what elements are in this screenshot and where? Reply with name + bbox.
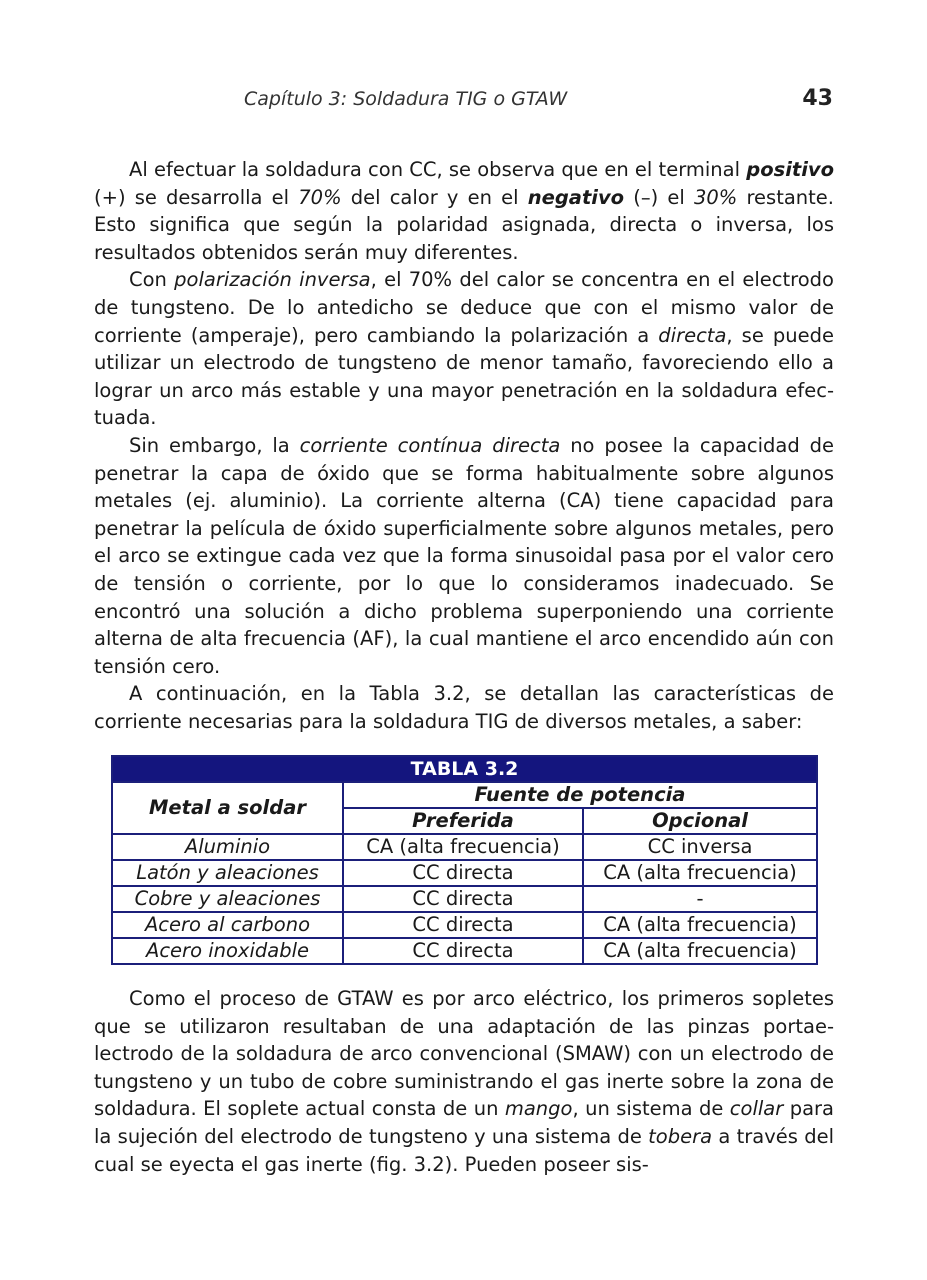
header-preferred: Preferida	[343, 808, 583, 834]
cell-metal: Cobre y aleaciones	[112, 886, 343, 912]
paragraph	[94, 680, 834, 735]
cell-optional: CA (alta frecuencia)	[583, 912, 817, 938]
text-run: para la sujeción del electrodo de tungsteno y una sistema de	[94, 1097, 834, 1148]
header-optional: Opcional	[583, 808, 817, 834]
text-run: , el 70% del calor se concentra en el electrodo de tungsteno. De lo antedicho se deduce que con el mismo valor de corriente (amperaje), pero cambiando la polarización a	[94, 268, 834, 347]
body-text-bottom	[94, 985, 834, 1178]
cell-optional: CA (alta frecuencia)	[583, 860, 817, 886]
emphasis-text: tobera	[648, 1124, 713, 1148]
text-run: restante. Esto significa que según la polaridad asignada, directa o inversa, los resultados obtenidos serán muy diferentes.	[94, 185, 834, 264]
cell-preferred: CA (alta frecuencia)	[343, 834, 583, 860]
text-run: no posee la capacidad de penetrar la capa de óxido que se forma habitualmente sobre algunos metales (ej. aluminio). La corriente alterna (CA) tiene capacidad para penetrar la película de óxido superficialmente sobre algunos metales, pero el arco se extingue cada vez que la forma sinusoidal pasa por el valor cero de tensión o corriente, por lo que lo consideramos inadecuado. Se encontró una solución a dicho problema superponiendo una corriente alterna de alta frecuencia (AF), la cual mantiene el arco encendido aún con tensión cero.	[94, 433, 834, 678]
current-table	[111, 755, 818, 965]
text-run: Sin embargo, la	[129, 433, 300, 457]
cell-metal: Aluminio	[112, 834, 343, 860]
text-run: (–) el	[624, 185, 694, 209]
cell-metal: Latón y aleaciones	[112, 860, 343, 886]
table-row	[112, 912, 817, 938]
emphasis-text: directa	[658, 323, 727, 347]
text-run: Al efectuar la soldadura con CC, se observa que en el terminal	[129, 158, 747, 181]
paragraph	[94, 985, 834, 1178]
header-power-source: Fuente de potencia	[343, 782, 817, 808]
table-title: TABLA 3.2	[112, 756, 817, 782]
cell-optional: CA (alta frecuencia)	[583, 938, 817, 964]
body-text-top	[94, 156, 834, 735]
text-run: , se puede utilizar un electrodo de tungsteno de menor tamaño, favoreciendo ello a lograr un arco más estable y una mayor penetración en la soldadura efectuada.	[94, 323, 834, 430]
cell-preferred: CC directa	[343, 886, 583, 912]
table-row	[112, 886, 817, 912]
cell-preferred: CC directa	[343, 860, 583, 886]
emphasis-text: 30%	[693, 185, 738, 209]
cell-metal: Acero inoxidable	[112, 938, 343, 964]
emphasis-text: polarización inversa	[174, 268, 371, 292]
text-run: A continuación, en la Tabla 3.2, se detallan las características de corriente necesarias para la soldadura TIG de diversos metales, a saber:	[94, 682, 834, 733]
text-run: (+) se desarrolla el	[94, 185, 299, 209]
emphasis-text: corriente contínua directa	[299, 433, 561, 457]
text-run: a través del cual se eyecta el gas inerte (fig. 3.2). Pueden poseer sis-	[94, 1124, 834, 1176]
chapter-title: Capítulo 3: Soldadura TIG o GTAW	[244, 88, 568, 110]
cell-preferred: CC directa	[343, 912, 583, 938]
cell-optional: -	[583, 886, 817, 912]
emphasis-text: collar	[729, 1097, 784, 1121]
table-3-2	[111, 755, 816, 965]
cell-optional: CC inversa	[583, 834, 817, 860]
table-row	[112, 860, 817, 886]
header-metal: Metal a soldar	[112, 782, 343, 834]
paragraph	[94, 156, 834, 266]
paragraph	[94, 432, 834, 680]
page-header	[0, 88, 927, 114]
cell-metal: Acero al carbono	[112, 912, 343, 938]
emphasis-text: positivo	[746, 158, 834, 181]
table-row	[112, 834, 817, 860]
table-body	[112, 834, 817, 964]
text-run: Como el proceso de GTAW es por arco eléctrico, los primeros sopletes que se utilizaron resultaban de una adaptación de las pinzas portaelectrodo de la soldadura de arco convencional (SMAW) con un electrodo de tungsteno y un tubo de cobre suministrando el gas inerte sobre la zona de soldadura. El soplete actual consta de un	[94, 987, 834, 1121]
table-row	[112, 938, 817, 964]
text-run: , un sistema de	[572, 1097, 730, 1121]
text-run: Con	[129, 268, 175, 292]
emphasis-text: 70%	[298, 185, 342, 209]
text-run: del calor y en el	[341, 185, 528, 209]
paragraph	[94, 266, 834, 432]
emphasis-text: mango	[504, 1097, 573, 1121]
cell-preferred: CC directa	[343, 938, 583, 964]
emphasis-text: negativo	[527, 185, 625, 209]
page-number: 43	[802, 86, 833, 111]
